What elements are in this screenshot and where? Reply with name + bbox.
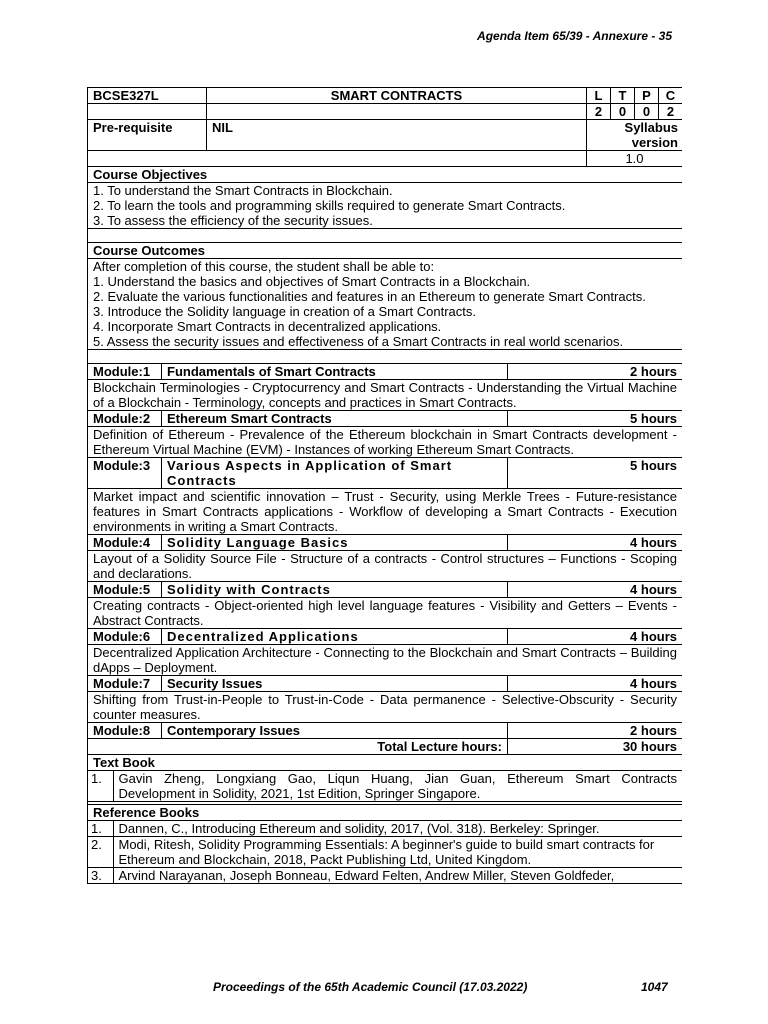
ltpc-label-p: P bbox=[635, 88, 659, 104]
module-header bbox=[88, 629, 683, 645]
textbook-list bbox=[88, 771, 683, 802]
outcome-item: 5. Assess the security issues and effectiveness of a Smart Contracts in real world scenarios. bbox=[93, 334, 624, 349]
outcomes-intro: After completion of this course, the student shall be able to: bbox=[93, 259, 435, 274]
ltpc-label-c: C bbox=[659, 88, 683, 104]
objective-item: 3. To assess the efficiency of the security issues. bbox=[93, 213, 373, 228]
total-label: Total Lecture hours: bbox=[88, 739, 508, 755]
objectives-heading: Course Objectives bbox=[88, 167, 683, 183]
total-hours: 30 hours bbox=[508, 739, 683, 755]
module-label: Module:6 bbox=[88, 629, 162, 645]
module-hours: 4 hours bbox=[508, 582, 683, 598]
item-text: Gavin Zheng, Longxiang Gao, Liqun Huang, Jian Guan, Ethereum Smart Contracts Development in Solidity, 2021, 1st Edition, Springer Singapore. bbox=[113, 771, 682, 801]
item-text: Modi, Ritesh, Solidity Programming Essentials: A beginner's guide to build smart contracts for Ethereum and Blockchain, 2018, Packt Publishing Ltd, United Kingdom. bbox=[113, 837, 682, 868]
total-row bbox=[88, 739, 683, 755]
objectives-list bbox=[88, 183, 683, 229]
outcomes-list bbox=[88, 259, 683, 350]
module-content: Decentralized Application Architecture - Connecting to the Blockchain and Smart Contracts – Building dApps – Deployment. bbox=[88, 645, 683, 676]
module-hours: 5 hours bbox=[508, 411, 683, 427]
module-hours: 5 hours bbox=[508, 458, 683, 489]
item-number: 1. bbox=[88, 771, 113, 801]
module-label: Module:8 bbox=[88, 723, 162, 739]
ltpc-label-l: L bbox=[587, 88, 611, 104]
module-header bbox=[88, 411, 683, 427]
module-content: Shifting from Trust-in-People to Trust-in-Code - Data permanence - Selective-Obscurity - Security counter measures. bbox=[88, 692, 683, 723]
item-text: Dannen, C., Introducing Ethereum and solidity, 2017, (Vol. 318). Berkeley: Springer. bbox=[113, 821, 682, 837]
textbook-item bbox=[88, 771, 682, 801]
reference-item bbox=[88, 868, 682, 884]
module-hours: 4 hours bbox=[508, 676, 683, 692]
module-title: Fundamentals of Smart Contracts bbox=[162, 364, 508, 380]
module-label: Module:4 bbox=[88, 535, 162, 551]
module-label: Module:2 bbox=[88, 411, 162, 427]
ltpc-value-l: 2 bbox=[587, 104, 611, 120]
module-header bbox=[88, 458, 683, 489]
item-text: Arvind Narayanan, Joseph Bonneau, Edward Felten, Andrew Miller, Steven Goldfeder, bbox=[113, 868, 682, 884]
course-row bbox=[88, 88, 683, 104]
syllabus-table bbox=[87, 87, 682, 884]
module-header bbox=[88, 535, 683, 551]
module-label: Module:5 bbox=[88, 582, 162, 598]
module-content: Layout of a Solidity Source File - Structure of a contracts - Control structures – Functions - Scoping and declarations. bbox=[88, 551, 683, 582]
module-content: Creating contracts - Object-oriented high level language features - Visibility and Getters – Events - Abstract Contracts. bbox=[88, 598, 683, 629]
references-list bbox=[88, 821, 683, 884]
proceedings-footer: Proceedings of the 65th Academic Council (17.03.2022) bbox=[213, 980, 528, 994]
ltpc-value-t: 0 bbox=[611, 104, 635, 120]
outcome-item: 1. Understand the basics and objectives of Smart Contracts in a Blockchain. bbox=[93, 274, 531, 289]
module-header bbox=[88, 676, 683, 692]
blank-cell bbox=[207, 104, 587, 120]
outcome-item: 3. Introduce the Solidity language in creation of a Smart Contracts. bbox=[93, 304, 476, 319]
course-title: SMART CONTRACTS bbox=[207, 88, 587, 104]
version-row bbox=[88, 151, 683, 167]
module-label: Module:3 bbox=[88, 458, 162, 489]
agenda-header: Agenda Item 65/39 - Annexure - 35 bbox=[477, 29, 672, 43]
course-code: BCSE327L bbox=[88, 88, 207, 104]
syllabus-sheet bbox=[87, 87, 682, 923]
item-number: 2. bbox=[88, 837, 113, 868]
module-title: Security Issues bbox=[162, 676, 508, 692]
module-content: Market impact and scientific innovation – Trust - Security, using Merkle Trees - Future-resistance features in Smart Contracts applications - Workflow of developing a Smart Contracts - Execution environments in writing a Smart Contracts. bbox=[88, 489, 683, 535]
ltpc-label-t: T bbox=[611, 88, 635, 104]
reference-item bbox=[88, 837, 682, 868]
textbook-heading: Text Book bbox=[88, 755, 683, 771]
module-hours: 2 hours bbox=[508, 723, 683, 739]
module-hours: 4 hours bbox=[508, 535, 683, 551]
module-label: Module:7 bbox=[88, 676, 162, 692]
module-hours: 2 hours bbox=[508, 364, 683, 380]
module-title: Solidity Language Basics bbox=[162, 535, 508, 551]
blank-cell bbox=[88, 104, 207, 120]
outcomes-heading: Course Outcomes bbox=[88, 243, 683, 259]
module-header bbox=[88, 364, 683, 380]
module-hours: 4 hours bbox=[508, 629, 683, 645]
spacer-row bbox=[88, 229, 683, 243]
references-heading: Reference Books bbox=[88, 805, 683, 821]
blank-cell bbox=[88, 151, 587, 167]
ltpc-values-row bbox=[88, 104, 683, 120]
item-number: 1. bbox=[88, 821, 113, 837]
spacer-row bbox=[88, 350, 683, 364]
module-header bbox=[88, 582, 683, 598]
outcome-item: 2. Evaluate the various functionalities and features in an Ethereum to generate Smart Contracts. bbox=[93, 289, 646, 304]
outcome-item: 4. Incorporate Smart Contracts in decentralized applications. bbox=[93, 319, 442, 334]
reference-item bbox=[88, 821, 682, 837]
module-title: Decentralized Applications bbox=[162, 629, 508, 645]
page-number: 1047 bbox=[641, 980, 668, 994]
objective-item: 1. To understand the Smart Contracts in Blockchain. bbox=[93, 183, 393, 198]
module-content: Definition of Ethereum - Prevalence of the Ethereum blockchain in Smart Contracts development - Ethereum Virtual Machine (EVM) - Instances of working Ethereum Smart Contracts. bbox=[88, 427, 683, 458]
prereq-value: NIL bbox=[207, 120, 587, 151]
module-title: Contemporary Issues bbox=[162, 723, 508, 739]
module-title: Ethereum Smart Contracts bbox=[162, 411, 508, 427]
module-title: Solidity with Contracts bbox=[162, 582, 508, 598]
module-title: Various Aspects in Application of Smart Contracts bbox=[162, 458, 508, 489]
prereq-row bbox=[88, 120, 683, 151]
module-header bbox=[88, 723, 683, 739]
syllabus-version-label: Syllabus version bbox=[587, 120, 683, 151]
ltpc-value-c: 2 bbox=[659, 104, 683, 120]
module-content: Blockchain Terminologies - Cryptocurrency and Smart Contracts - Understanding the Virtual Machine of a Blockchain - Terminology, concepts and practices in Smart Contracts. bbox=[88, 380, 683, 411]
prereq-label: Pre-requisite bbox=[88, 120, 207, 151]
ltpc-value-p: 0 bbox=[635, 104, 659, 120]
item-number: 3. bbox=[88, 868, 113, 884]
objective-item: 2. To learn the tools and programming skills required to generate Smart Contracts. bbox=[93, 198, 566, 213]
syllabus-version-value: 1.0 bbox=[587, 151, 683, 167]
module-label: Module:1 bbox=[88, 364, 162, 380]
